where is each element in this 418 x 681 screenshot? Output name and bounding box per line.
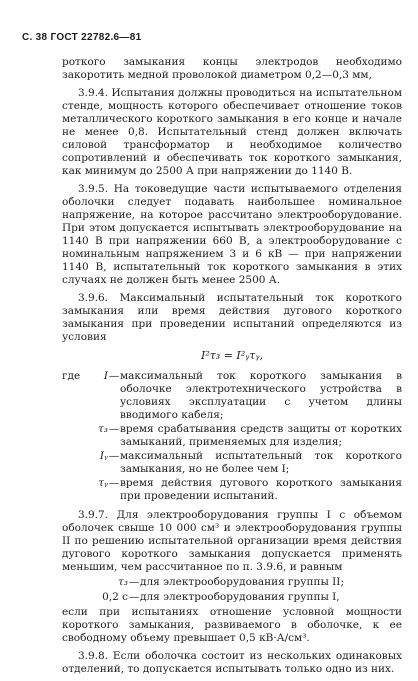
definition-dash: — [108,423,120,435]
definition-lead [62,450,86,476]
definition-symbol: I [103,370,108,382]
paragraph-3-9-4: 3.9.4. Испытания должны проводиться на испытательном стенде, мощность которого обеспечивает отношение токов металлического короткого замыкания в его конце и начале не менее 0,8. Испытательный стенд должен включать силовой трансформатор и необходимое количество сопротивлений и обеспечивать ток короткого замыкания, как минимум до 2500 А при напряжении до 1140 В. [62,87,402,177]
definition-item [62,477,402,503]
definition-dash: — [108,477,120,489]
paragraph-3-9-5: 3.9.5. На токоведущие части испытываемого отделения оболочки следует подавать наибольшее номинальное напряжение, на которое рассчитано электрооборудование. При этом допускается испытывать электрооборудование на 1140 В при напряжении 660 В, а электрооборудование с номинальным напряжением 3 и 6 кВ — при напряжении 1140 В, испытательный ток короткого замыкания в этих случаях не должен быть менее 2500 А. [62,183,402,286]
definition-text: время действия дугового короткого замыкания при проведении испытаний. [120,477,402,502]
document-body [62,56,402,681]
definitions-list [62,370,402,503]
definition-symbol: τᵧ [98,477,108,489]
paragraph-3-9-8: 3.9.8. Если оболочка состоит из нескольких одинаковых отделений, то допускается испытывать только одно из них. [62,650,402,675]
paragraph-3-9-7-tail: если при испытаниях отношение условной мощности короткого замыкания, развиваемого в оболочке, к ее свободному объему превышает 0,5 кВ·А/см³. [62,606,402,644]
definition-text: максимальный испытательный ток короткого замыкания, но не более чем I; [120,450,402,475]
definition-symbol: Iᵧ [99,450,108,462]
item-symbol: 0,2 с [102,591,128,603]
definition-dash: — [108,450,120,462]
item-dash: — [128,576,140,588]
definition-symbol: τ₃ [97,423,108,435]
item-symbol: τ₃ [117,576,128,588]
definition-lead [62,477,86,503]
definition-text: максимальный ток короткого замыкания в оболочке электротехнического устройства в условиях эксплуатации с учетом длины вводимого кабеля; [120,370,402,421]
paragraph-3-9-7-item [94,576,402,589]
paragraph-3-9-7: 3.9.7. Для электрооборудования группы I с объемом оболочек свыше 10 000 см³ и электрооборудования группы II по решению испытательной организации время действия дугового короткого замыкания допускается применять меньшим, чем рассчитанное по п. 3.9.6, и равным [62,509,402,573]
paragraph-3-9-7-item [94,591,402,604]
definition-item [62,450,402,476]
definition-dash: — [108,370,120,382]
definition-item [62,423,402,449]
item-text: для электрооборудования группы I, [140,591,340,603]
formula: I²τ₃ = I²ᵧτᵧ, [200,349,264,362]
paragraph-3-9-6: 3.9.6. Максимальный испытательный ток короткого замыкания или время действия дугового короткого замыкания при проведении испытаний определяются из условия [62,292,402,343]
page-header: С. 38 ГОСТ 22782.6—81 [22,32,142,43]
definition-item [62,370,402,422]
definition-text: время срабатывания средств защиты от коротких замыканий, применяемых для изделия; [120,423,402,448]
item-dash: — [128,591,140,603]
item-text: для электрооборудования группы II; [140,576,344,588]
definition-lead: где [62,370,81,382]
paragraph-continued: роткого замыкания концы электродов необходимо закоротить медной проволокой диаметром 0,2—0,3 мм, [62,56,402,81]
definition-lead [62,423,86,449]
